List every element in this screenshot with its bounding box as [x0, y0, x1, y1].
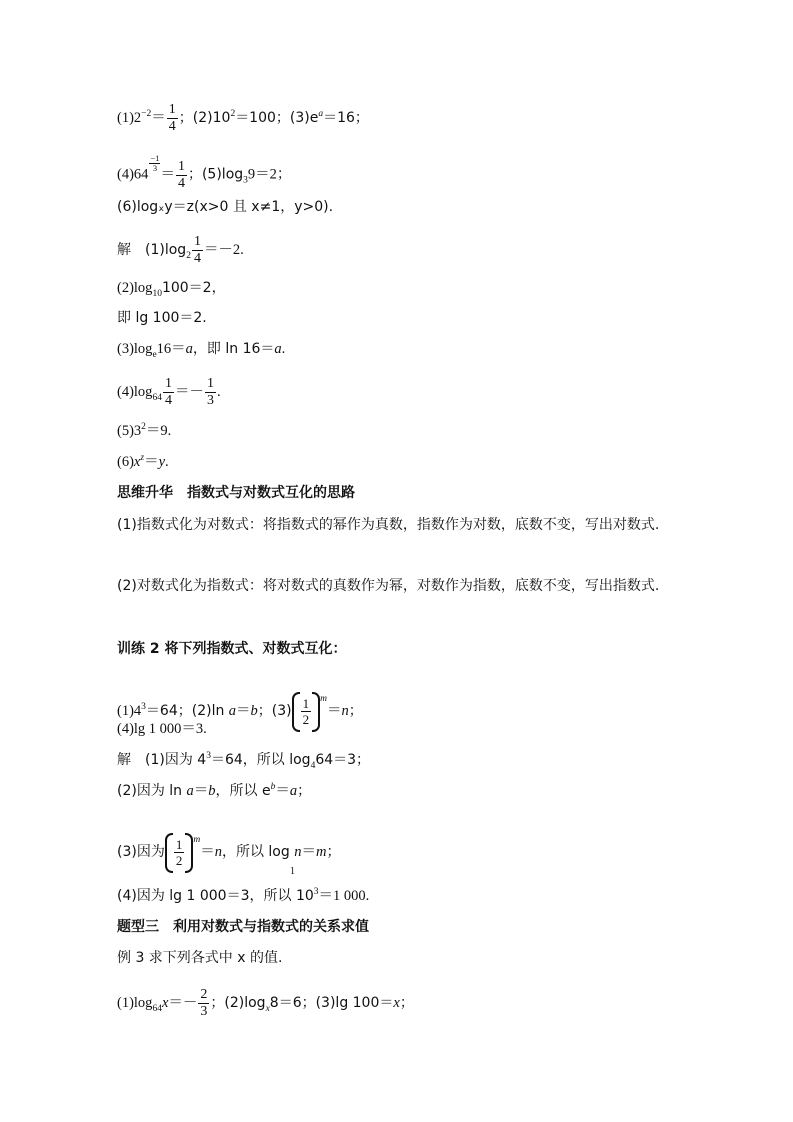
summary-paragraph-2: (2)对数式化为指数式：将对数式的真数作为幂，对数作为指数，底数不变，写出指数式. — [117, 578, 660, 594]
solution-line-1: 解 $(1)\log_2$ $\frac{1}{4}$ ＝－2. — [117, 234, 244, 266]
example-questions: $(1)\log_{64}x=-$ $\frac{2}{3}$ ；$(2)\log_x8=6$；(3)lg 100＝x； — [117, 987, 414, 1019]
section-title: 题型三 利用对数式与指数式的关系求值 — [117, 919, 369, 935]
fraction: $\frac{1}{4}$ — [168, 102, 176, 134]
parenthesized-fraction: $\frac{1}{2}$ — [165, 833, 194, 873]
fraction: $\frac{1}{4}$ — [177, 158, 185, 191]
training-question-1: $(1)4^3=64$；(2)ln a＝b；(3) $\frac{1}{2}$ $^m$＝n； — [117, 689, 363, 732]
exponent-fraction: $\frac{-1}{3}$ — [150, 153, 160, 173]
example-title: 例 3 求下列各式中 x 的值. — [117, 950, 283, 966]
solution-line-4: $(4)\log_{64}$ $\frac{1}{4}$ ＝－ $\frac{1}{3}$ . — [117, 376, 221, 408]
training-answer-2: (2)因为 ln a＝b，所以 $e^b=a$； — [117, 782, 312, 799]
solution-line-5: $(5)3^2=9$. — [117, 422, 172, 439]
summary-paragraph-1: (1)指数式化为对数式：将指数式的幂作为真数，指数作为对数，底数不变，写出对数式. — [117, 517, 660, 533]
solution-line-6: $(6)x^z=y$. — [117, 453, 169, 470]
fraction: $\frac{1}{4}$ — [193, 234, 201, 266]
solution-line-3: $(3)\log_e16=a$，即 ln 16＝a. — [117, 341, 286, 360]
summary-title: 思维升华 指数式与对数式互化的思路 — [117, 485, 355, 501]
training-title: 训练 2 将下列指数式、对数式互化： — [117, 641, 347, 657]
problem-line-3: (6)logₓy＝z(x>0 且 x≠1，y>0). — [117, 199, 334, 215]
solution-line-2b: 即 lg 100＝2. — [117, 310, 207, 326]
fraction: $\frac{2}{3}$ — [200, 987, 208, 1019]
training-answer-3: (3)因为 $\frac{1}{2}$ $^m$＝n，所以 log n＝m； — [117, 830, 340, 873]
problem-line-2: (4)64 $\frac{-1}{3}$ ＝ $\frac{1}{4}$ ；$(5)\log_39=2$； — [117, 153, 292, 191]
parenthesized-fraction: $\frac{1}{2}$ — [292, 692, 321, 732]
training-question-4: (4)lg 1 000＝3. — [117, 721, 207, 737]
fraction: $\frac{1}{3}$ — [206, 376, 214, 408]
training-answer-4: (4)因为 lg 1 000＝3，所以 $10^3=1$ 000. — [117, 887, 370, 904]
fraction: $\frac{1}{4}$ — [164, 376, 172, 408]
training-answer-1: 解 (1)因为 $4^3=64$，所以 $\log_464=3$； — [117, 751, 371, 771]
stray-superscript: 1 — [290, 866, 295, 877]
solution-line-2a: $(2)\log_{10}100=2$， — [117, 280, 226, 299]
problem-line-1: $(1)2^{-2}=$ $\frac{1}{4}$ ；$(2)10^2=100$；$(3)e^a=16$； — [117, 102, 369, 134]
